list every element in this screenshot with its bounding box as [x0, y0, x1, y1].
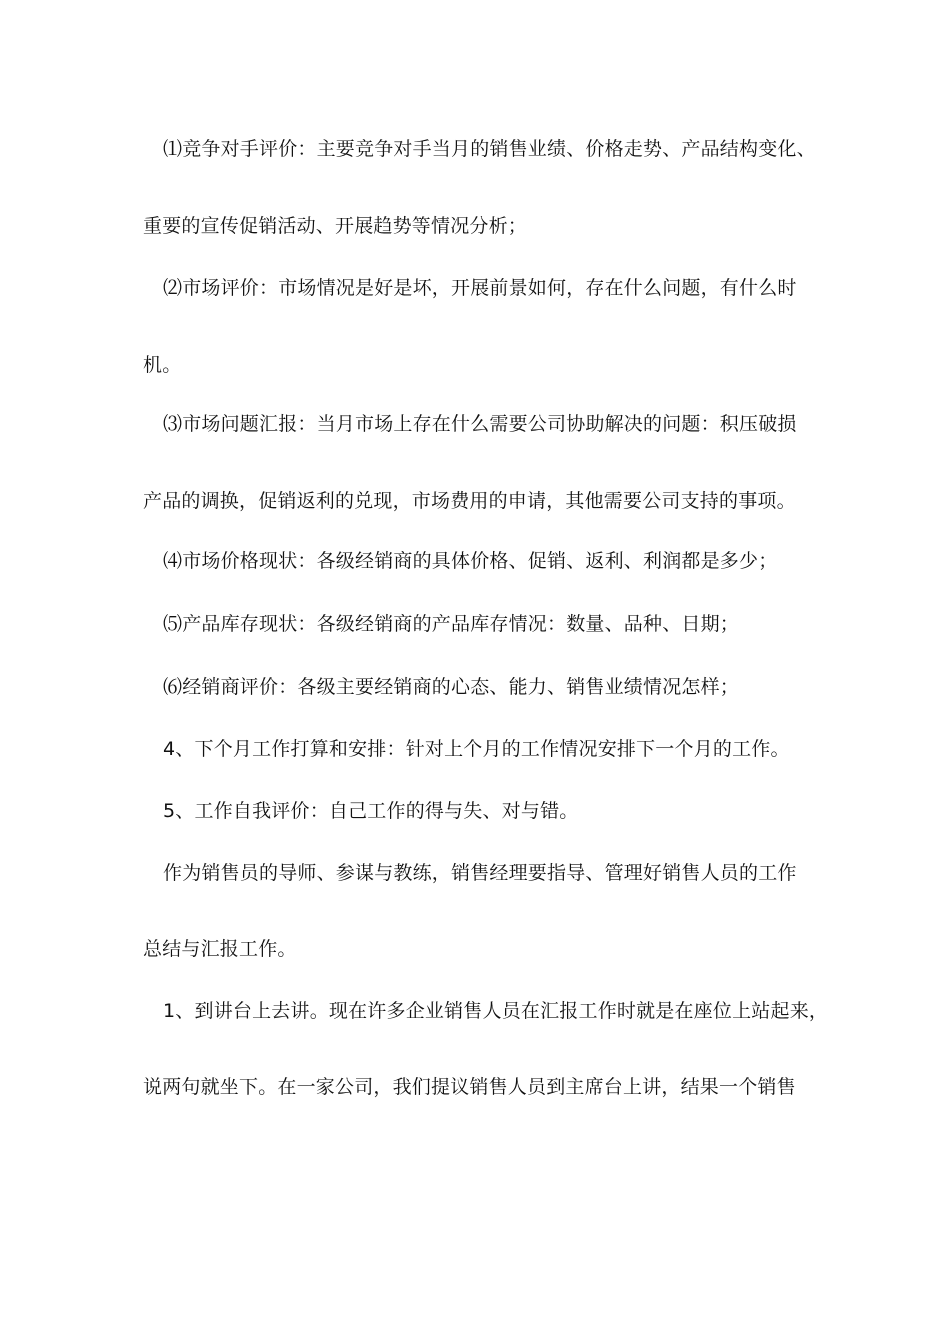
paragraph-line-self-eval: 5、工作自我评价：自己工作的得与失、对与错。 — [163, 800, 579, 822]
paragraph-line-podium-cont: 说两句就坐下。在一家公司，我们提议销售人员到主席台上讲，结果一个销售 — [143, 1076, 796, 1098]
paragraph-line-price-status: ⑷市场价格现状：各级经销商的具体价格、促销、返利、利润都是多少； — [163, 550, 778, 572]
paragraph-line-podium: 1、到讲台上去讲。现在许多企业销售人员在汇报工作时就是在座位上站起来， — [163, 1000, 829, 1022]
paragraph-line-competitor-eval: ⑴竞争对手评价：主要竞争对手当月的销售业绩、价格走势、产品结构变化、 — [163, 138, 816, 160]
paragraph-line-market-issues: ⑶市场问题汇报：当月市场上存在什么需要公司协助解决的问题：积压破损 — [163, 413, 797, 435]
paragraph-line-competitor-eval-cont: 重要的宣传促销活动、开展趋势等情况分析； — [143, 215, 528, 237]
paragraph-line-manager-role: 作为销售员的导师、参谋与教练，销售经理要指导、管理好销售人员的工作 — [163, 862, 797, 884]
paragraph-line-market-issues-cont: 产品的调换，促销返利的兑现，市场费用的申请，其他需要公司支持的事项。 — [143, 490, 796, 512]
paragraph-line-next-month-plan: 4、下个月工作打算和安排：针对上个月的工作情况安排下一个月的工作。 — [163, 738, 790, 760]
paragraph-line-market-eval-cont: 机。 — [143, 354, 182, 376]
paragraph-line-market-eval: ⑵市场评价：市场情况是好是坏，开展前景如何，存在什么问题，有什么时 — [163, 277, 797, 299]
paragraph-line-inventory-status: ⑸产品库存现状：各级经销商的产品库存情况：数量、品种、日期； — [163, 613, 740, 635]
paragraph-line-manager-role-cont: 总结与汇报工作。 — [143, 938, 297, 960]
paragraph-line-dealer-eval: ⑹经销商评价：各级主要经销商的心态、能力、销售业绩情况怎样； — [163, 676, 740, 698]
